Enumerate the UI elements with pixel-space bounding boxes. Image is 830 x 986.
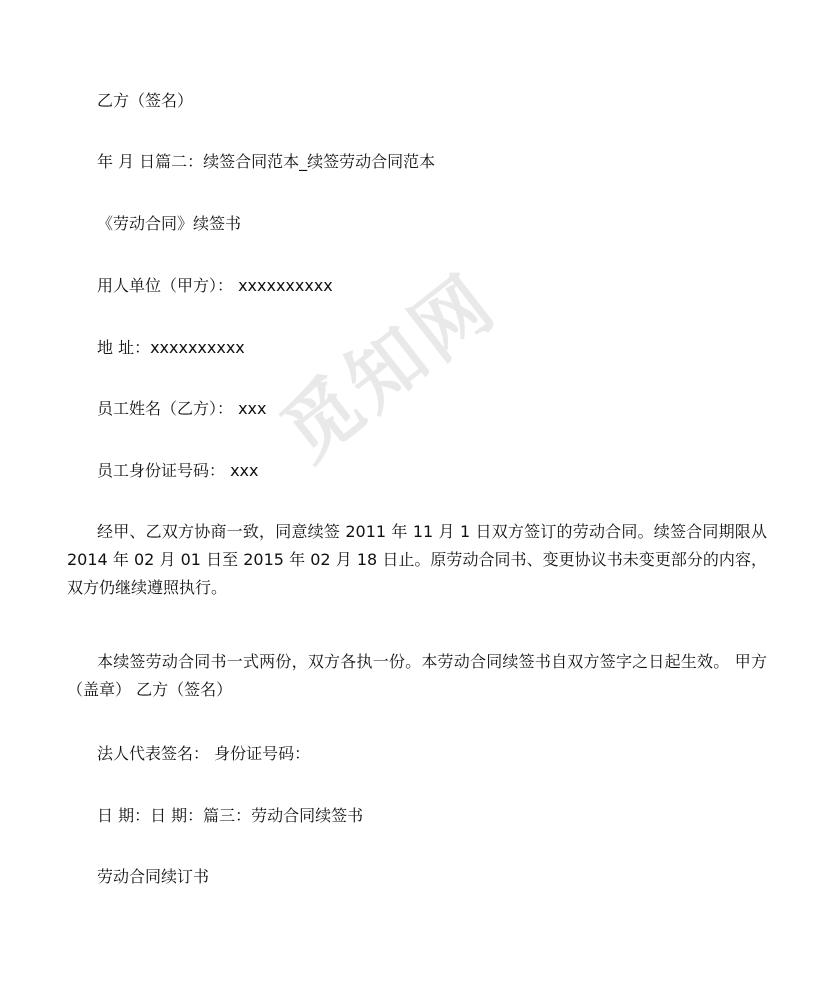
employee-id-field: 员工身份证号码： xxx [97,461,259,480]
employer-field: 用人单位（甲方）： xxxxxxxxxx [97,276,333,295]
renewal-terms-paragraph: 经甲、乙双方协商一致，同意续签 2011 年 11 月 1 日双方签订的劳动合同。续签合同期限从 2014 年 02 月 01 日至 2015 年 02 月 18 日止。原劳动合同书、变更协议书未变更部分的内容，双方仍继续遵照执行。 [67,522,767,597]
effectiveness-paragraph: 本续签劳动合同书一式两份，双方各执一份。本劳动合同续签书自双方签字之日起生效。 甲方（盖章） 乙方（签名） [67,652,767,699]
watermark: 觅知网 [264,256,514,478]
employee-name-field: 员工姓名（乙方）： xxx [97,399,267,418]
contract-title: 《劳动合同》续签书 [97,214,242,233]
section-heading-2: 年 月 日篇二：续签合同范本_续签劳动合同范本 [97,152,436,171]
address-field: 地 址：xxxxxxxxxx [97,338,245,357]
date-line-section-heading-3: 日 期：日 期：篇三：劳动合同续签书 [97,806,364,825]
legal-rep-signature-line: 法人代表签名： 身份证号码： [97,744,311,763]
signature-line-party-b: 乙方（签名） [97,91,194,110]
renewal-document-title: 劳动合同续订书 [97,867,210,886]
